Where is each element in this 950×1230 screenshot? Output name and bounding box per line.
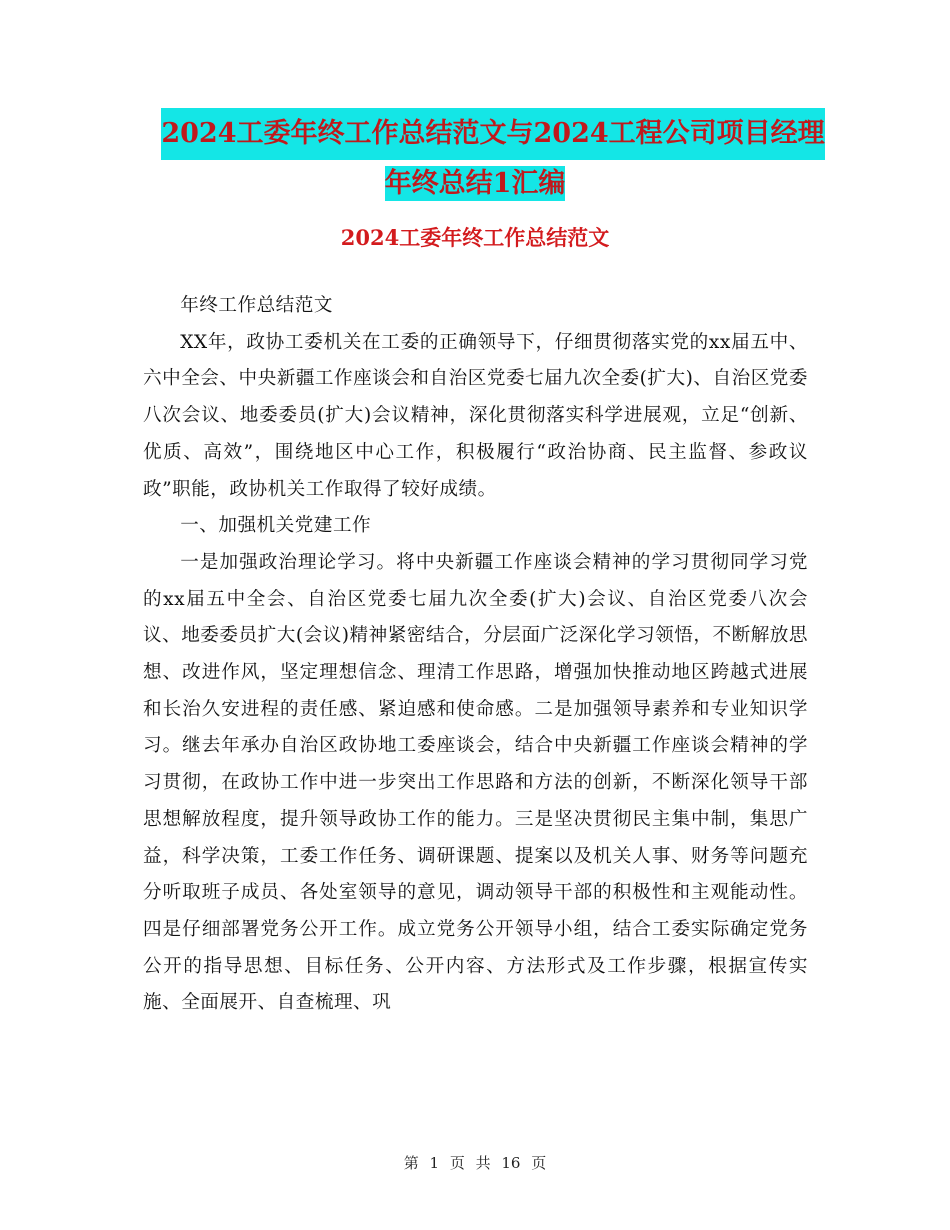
document-title-line-1: 2024工委年终工作总结范文与2024工程公司项目经理	[161, 108, 824, 160]
section-title: 2024工委年终工作总结范文	[340, 225, 610, 250]
document-body	[143, 288, 808, 1022]
paragraph-subtitle: 年终工作总结范文	[180, 295, 333, 316]
paragraph-body: 一是加强政治理论学习。将中央新疆工作座谈会精神的学习贯彻同学习党的xx届五中全会、自治区党委七届九次全委(扩大)会议、自治区党委八次会议、地委委员扩大(会议)精神紧密结合，分层面广泛深化学习领悟，不断解放思想、改进作风，坚定理想信念、理清工作思路，增强加快推动地区跨越式进展和长治久安进程的责任感、紧迫感和使命感。二是加强领导素养和专业知识学习。继去年承办自治区政协地工委座谈会，结合中央新疆工作座谈会精神的学习贯彻，在政协工作中进一步突出工作思路和方法的创新，不断深化领导干部思想解放程度，提升领导政协工作的能力。三是坚决贯彻民主集中制，集思广益，科学决策，工委工作任务、调研课题、提案以及机关人事、财务等问题充分听取班子成员、各处室领导的意见，调动领导干部的积极性和主观能动性。四是仔细部署党务公开工作。成立党务公开领导小组，结合工委实际确定党务公开的指导思想、目标任务、公开内容、方法形式及工作步骤，根据宣传实施、全面展开、自查梳理、巩	[143, 551, 808, 1014]
page-footer: 第 1 页 共 16 页	[403, 1154, 547, 1172]
paragraph-intro: XX年，政协工委机关在工委的正确领导下，仔细贯彻落实党的xx届五中、六中全会、中央新疆工作座谈会和自治区党委七届九次全委(扩大)、自治区党委八次会议、地委委员(扩大)会议精神，深化贯彻落实科学进展观，立足“创新、优质、高效”，围绕地区中心工作，积极履行“政治协商、民主监督、参政议政”职能，政协机关工作取得了较好成绩。	[143, 331, 808, 500]
document-title-line-2: 年终总结1汇编	[384, 168, 566, 199]
document-title	[0, 108, 950, 208]
paragraph-heading-1: 一、加强机关党建工作	[180, 515, 372, 537]
